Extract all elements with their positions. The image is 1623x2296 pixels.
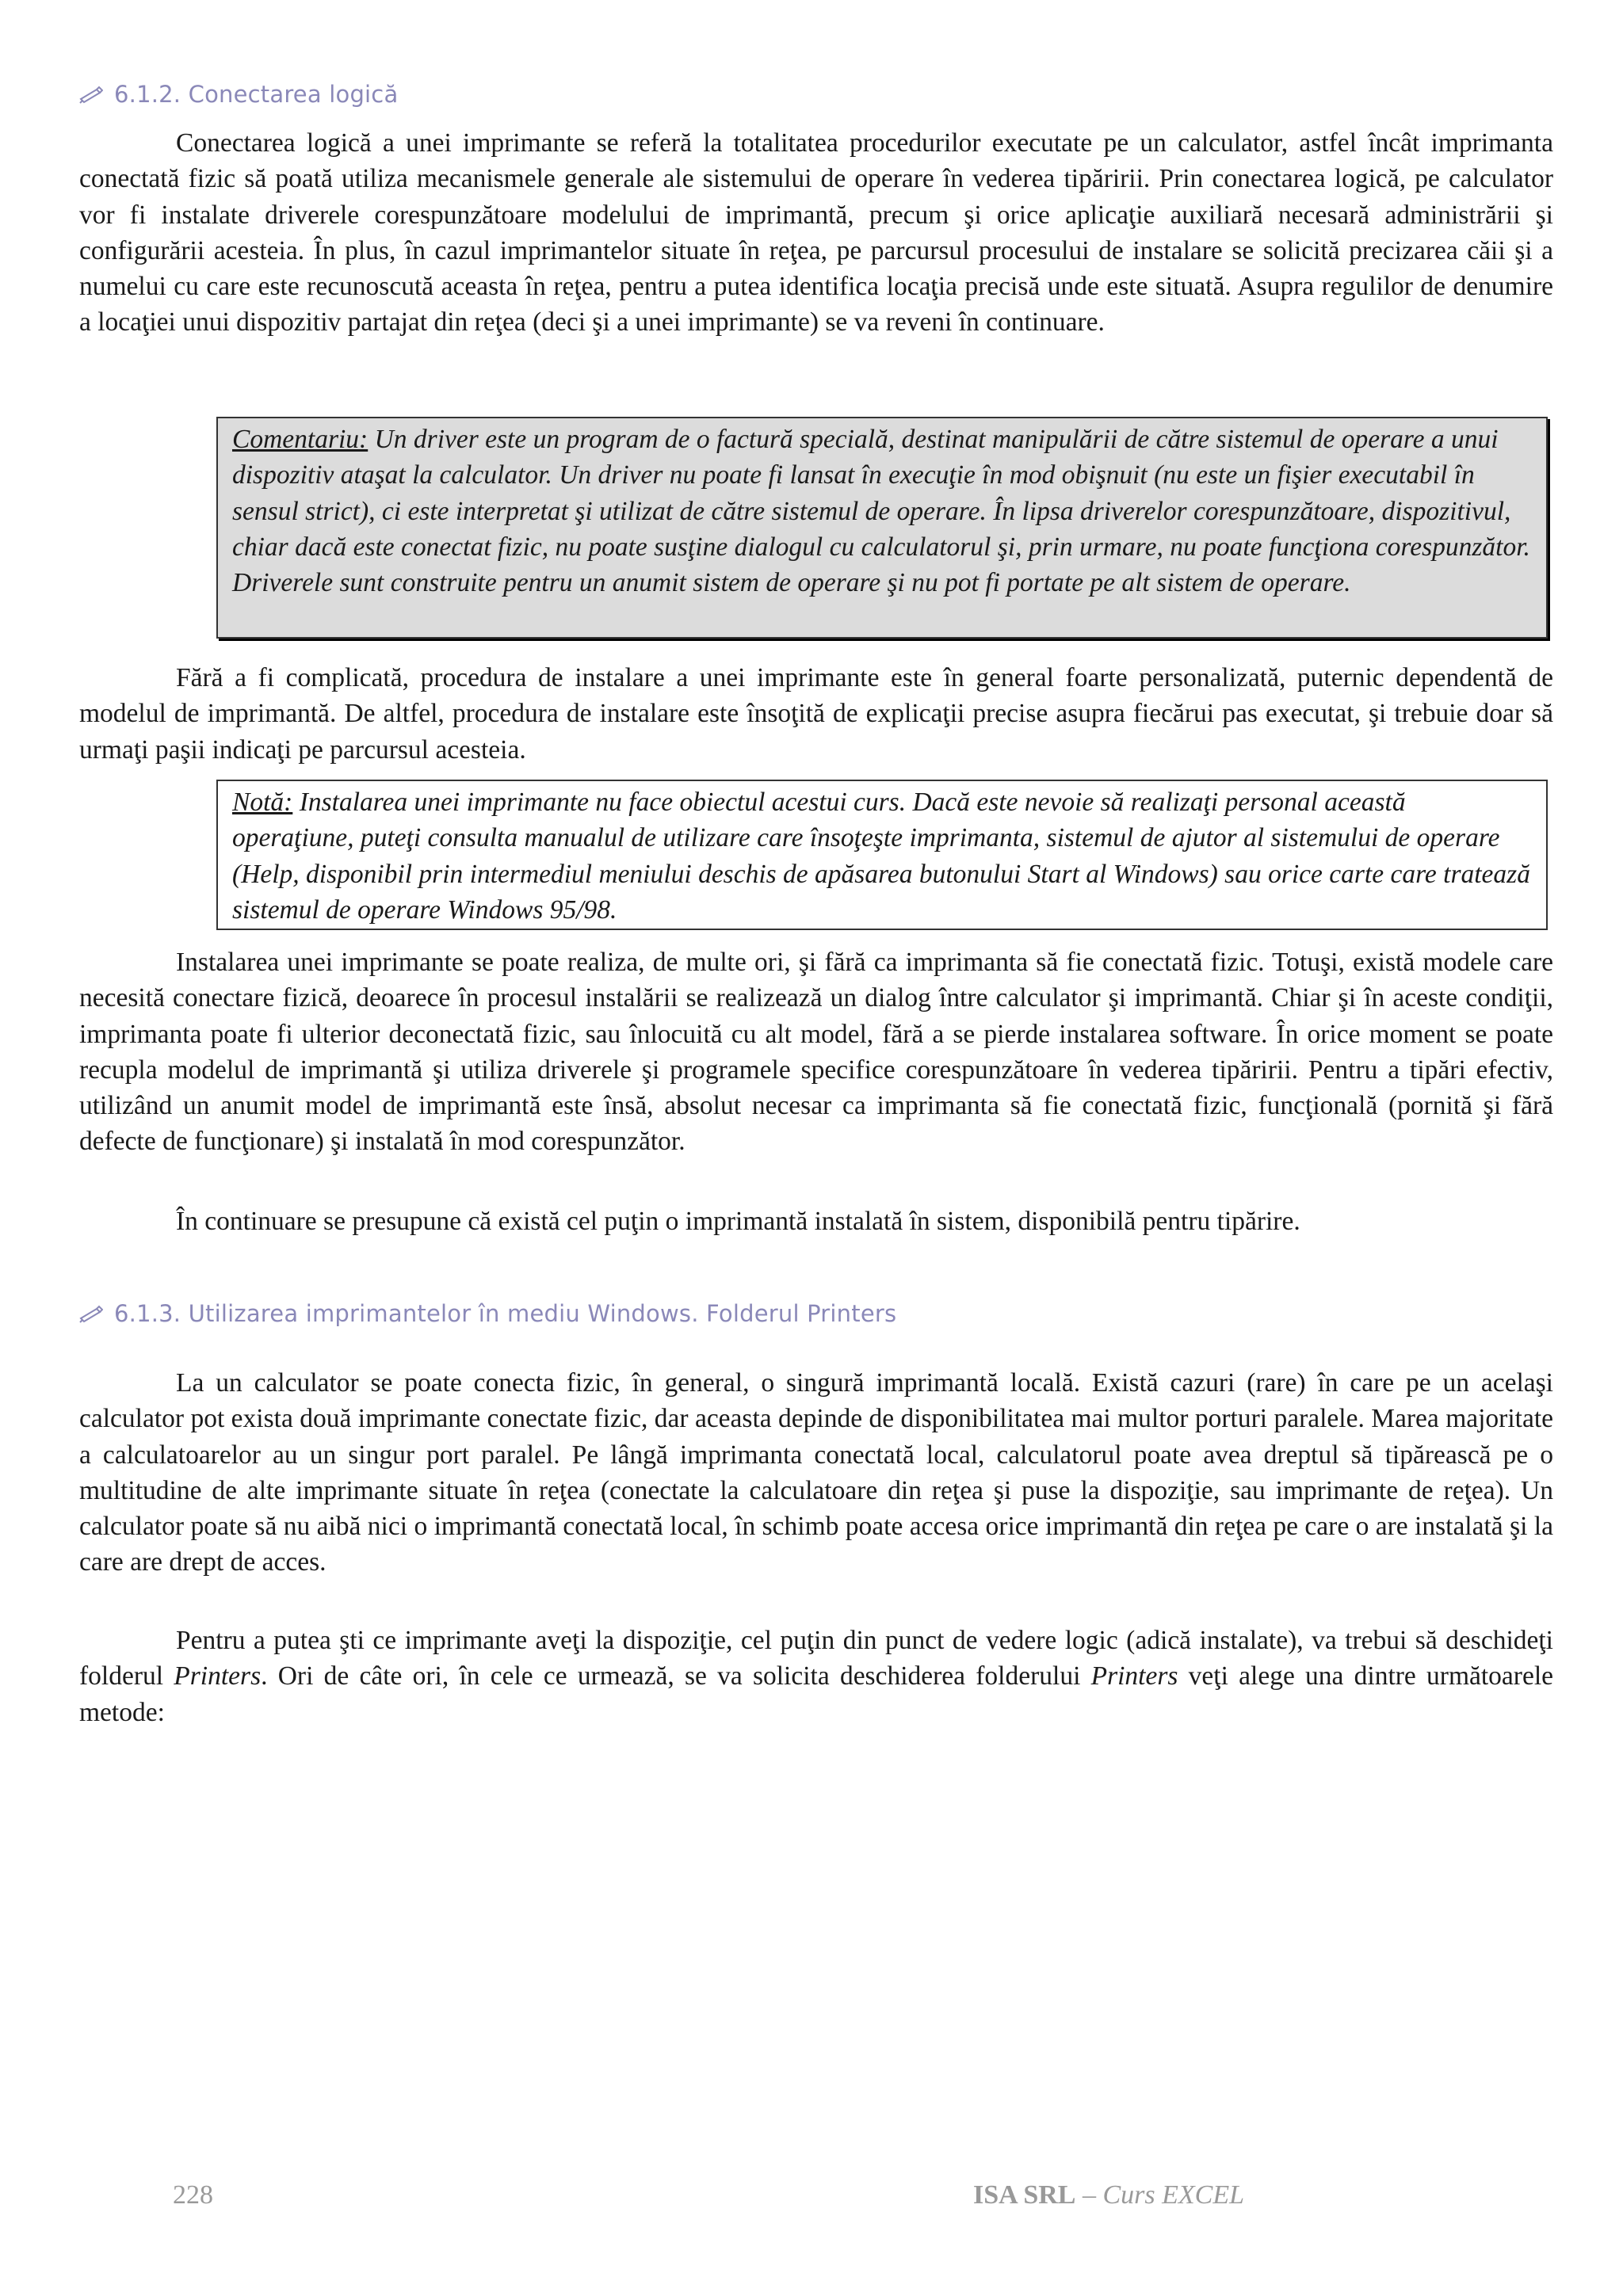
paragraph-logical-connection: Conectarea logică a unei imprimante se referă la totalitatea procedurilor executate pe un calculator, astfel încât imprimanta conectată fizic să poată utiliza mecanismele generale ale sistemului de operare în vederea tipăririi. Prin conectarea logică, pe calculator vor fi instalate driverele corespunzătoare modelului de imprimantă, precum şi orice aplicaţie auxiliară necesară administrării şi configurării acesteia. În plus, în cazul imprimantelor situate în reţea, pe parcursul procesului de instalare se solicită precizarea căii şi a numelui cu care este recunoscută aceasta în reţea, pentru a putea identifica locaţia precisă unde este situată. Asupra regulilor de denumire a locaţiei unui dispozitiv partajat din reţea (deci şi a unei imprimante) se va reveni în continuare. (79, 128, 1553, 338)
printers-term: Printers (1090, 1661, 1178, 1691)
footer-company: ISA SRL (973, 2180, 1076, 2210)
page-number: 228 (173, 2180, 213, 2210)
comment-text: Un driver este un program de o factură specială, destinat manipulării de către sistemul de operare a unui dispozitiv ataşat la calculator. Un driver nu poate fi lansat în execuţie în mod obişnuit (nu este un fişier executabil în sensul strict), ci este interpretat şi utilizat de către sistemul de operare. În lipsa driverelor corespunzătoare, dispozitivul, chiar dacă este conectat fizic, nu poate susţine dialogul cu calculatorul şi, prin urmare, nu poate funcţiona corespunzător. Driverele sunt construite pentru un anumit sistem de operare şi nu pot fi portate pe alt sistem de operare. (232, 425, 1530, 598)
paragraph-printers-folder: Pentru a putea şti ce imprimante aveţi la dispoziţie, cel puţin din punct de vedere logic (adică instalate), va trebui să deschideţi folderul Printers. Ori de câte ori, în cele ce urmează, se va solicita deschiderea folderului Printers veţi alege una dintre următoarele metode: (79, 1626, 1554, 1727)
printers-term: Printers (174, 1661, 262, 1691)
footer-title (973, 2180, 1244, 2210)
pen-icon (79, 85, 103, 104)
note-text: Instalarea unei imprimante nu face obiectul acestui curs. Dacă este nevoie să realizaţi personal această operaţiune, puteţi consulta manualul de utilizare care însoţeşte imprimanta, sistemul de ajutor al sistemului de operare (Help, disponibil prin intermediul meniului deschis de apăsarea butonului Start al Windows) sau orice carte care tratează sistemul de operare Windows 95/98. (232, 788, 1530, 925)
footer-course: Curs EXCEL (1102, 2180, 1245, 2210)
section-title: 6.1.3. Utilizarea imprimantelor în mediu Windows. Folderul Printers (114, 1300, 897, 1327)
note-label: Notă: (232, 788, 293, 817)
paragraph-installation-without-connection: Instalarea unei imprimante se poate realiza, de multe ori, şi fără ca imprimanta să fie conectată fizic. Totuşi, există modele care necesită conectare fizică, deoarece în procesul instalării se realizează un dialog între calculator şi imprimantă. Chiar şi în aceste condiţii, imprimanta poate fi ulterior deconectată fizic, sau înlocuită cu alt model, fără a se pierde instalarea software. În orice moment se poate recupla modelul de imprimantă şi utiliza driverele şi programele specifice corespunzătoare în vederea tipăririi. Pentru a tipări efectiv, utilizând un anumit model de imprimantă este însă, absolut necesar ca imprimanta să fie conectată fizic, funcţională (pornită şi fără defecte de funcţionare) şi instalată în mod corespunzător. (79, 948, 1553, 1157)
section-heading-6-1-2 (79, 81, 398, 108)
paragraph-assumption: În continuare se presupune că există cel puţin o imprimantă instalată în sistem, disponibilă pentru tipărire. (176, 1207, 1300, 1236)
pen-icon (79, 1304, 103, 1323)
comment-label: Comentariu: (232, 425, 369, 454)
comment-box (216, 417, 1548, 639)
paragraph-installation-procedure: Fără a fi complicată, procedura de instalare a unei imprimante este în general foarte personalizată, puternic dependentă de modelul de imprimantă. De altfel, procedura de instalare este însoţită de explicaţii precise asupra fiecărui pas executat, şi trebuie doar să urmaţi paşii indicaţi pe parcursul acesteia. (79, 663, 1553, 765)
footer-separator: – (1075, 2180, 1103, 2210)
section-title: 6.1.2. Conectarea logică (114, 81, 399, 108)
paragraph-local-printers: La un calculator se poate conecta fizic, în general, o singură imprimantă locală. Există cazuri (rare) în care pe un acelaşi calculator pot exista două imprimante conectate fizic, dar aceasta depinde de disponibilitatea mai multor porturi paralele. Marea majoritate a calculatoarelor au un singur port paralel. Pe lângă imprimanta conectată local, calculatorul poate avea dreptul să tipărească pe o multitudine de alte imprimante situate în reţea (conectate la calculatoare din reţea şi puse la dispoziţie, sau imprimante de reţea). Un calculator poate să nu aibă nici o imprimantă conectată local, în schimb poate accesa orice imprimantă din reţea pe care o are instalată şi la care are drept de acces. (79, 1368, 1553, 1577)
section-heading-6-1-3 (79, 1300, 896, 1327)
note-box (216, 780, 1548, 930)
